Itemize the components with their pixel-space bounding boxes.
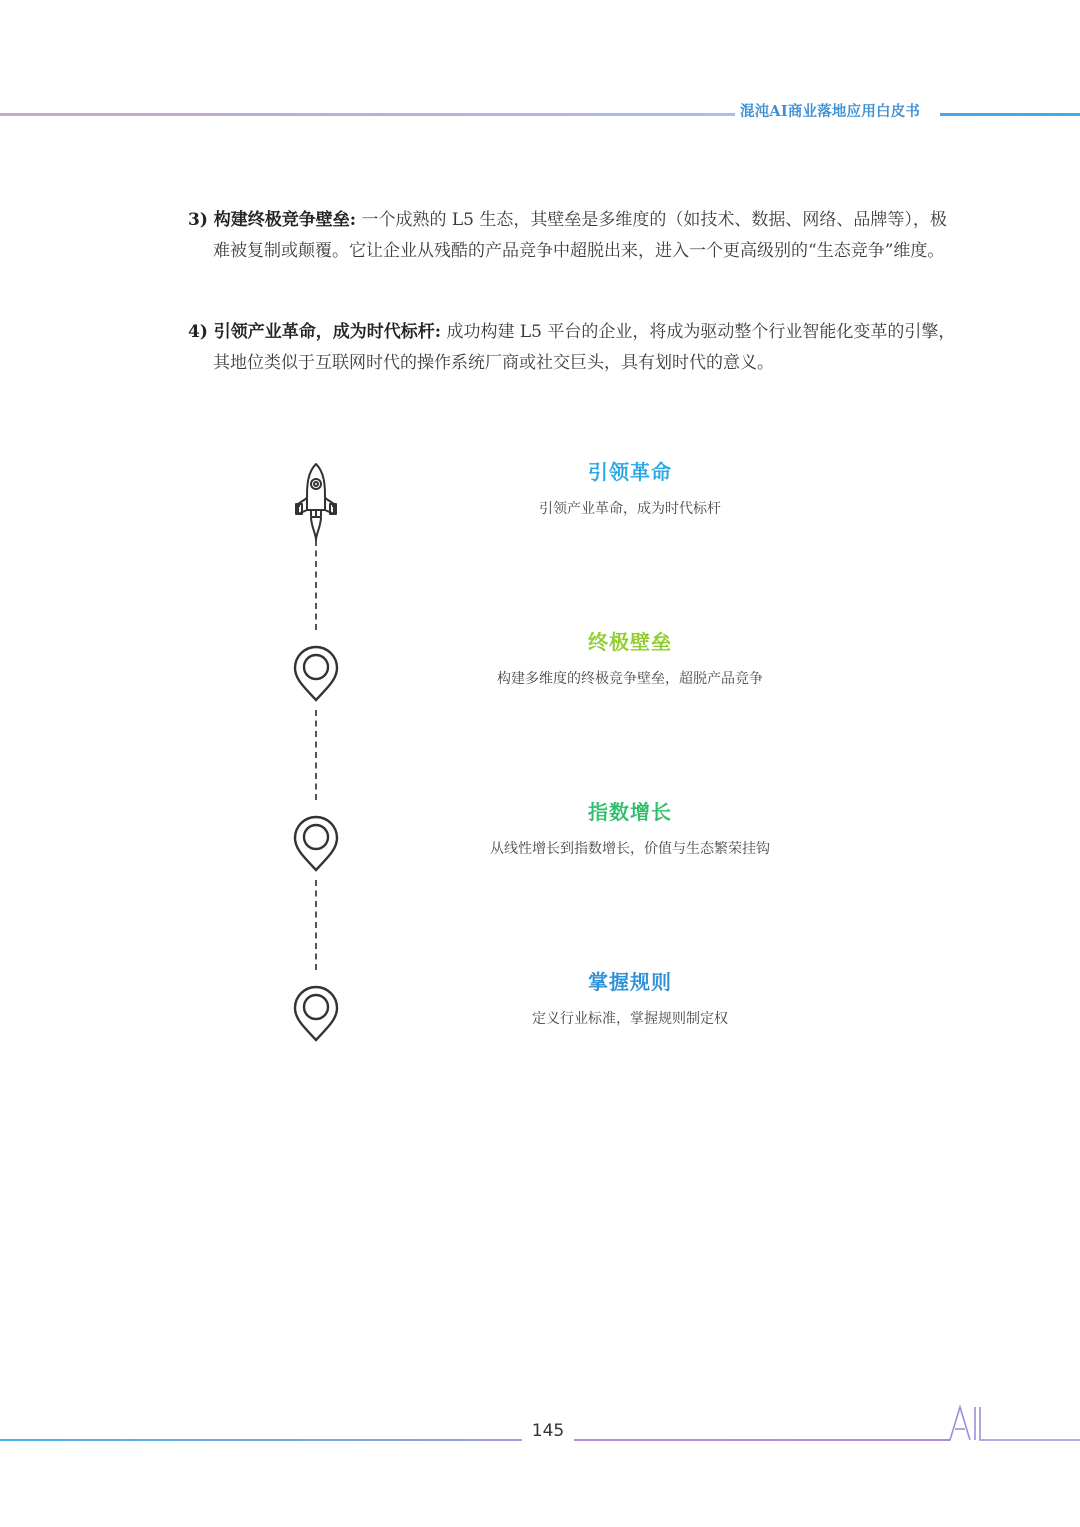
step-title-revolution: 引领革命 xyxy=(588,460,672,484)
header-rule-left xyxy=(0,113,735,116)
paragraph-ecosystem-barrier xyxy=(188,205,963,267)
step-title-barrier: 终极壁垒 xyxy=(588,630,672,654)
ai-logo xyxy=(946,1403,1080,1443)
timeline-connector xyxy=(315,880,317,970)
rocket-icon xyxy=(294,462,338,542)
step-title-growth: 指数增长 xyxy=(588,800,672,824)
location-pin-icon xyxy=(292,983,340,1043)
footer-rule-left xyxy=(0,1439,522,1441)
paragraph-text: 一个成熟的 L5 生态，其壁垒是多维度的（如技术、数据、网络、品牌等），极难被复制或颠覆。它让企业从残酷的产品竞争中超脱出来，进入一个更高级别的“生态竞争”维度。 xyxy=(213,210,947,261)
paragraph-text: 成功构建 L5 平台的企业，将成为驱动整个行业智能化变革的引擎，其地位类似于互联网时代的操作系统厂商或社交巨头，具有划时代的意义。 xyxy=(213,322,956,373)
header-rule-right xyxy=(940,113,1080,116)
footer-rule-right xyxy=(574,1439,950,1441)
paragraph-industry-revolution xyxy=(188,317,963,379)
document-title: 混沌AI商业落地应用白皮书 xyxy=(740,103,921,120)
page-number: 145 xyxy=(531,1421,565,1441)
paragraph-lead: 3) 构建终极竞争壁垒: xyxy=(188,210,357,230)
step-desc-revolution: 引领产业革命，成为时代标杆 xyxy=(539,501,721,517)
timeline-connector xyxy=(315,540,317,630)
paragraph-lead: 4) 引领产业革命，成为时代标杆: xyxy=(188,322,442,342)
step-desc-rules: 定义行业标准，掌握规则制定权 xyxy=(532,1011,728,1027)
location-pin-icon xyxy=(292,643,340,703)
step-desc-barrier: 构建多维度的终极竞争壁垒，超脱产品竞争 xyxy=(497,671,763,687)
step-title-rules: 掌握规则 xyxy=(588,970,672,994)
step-desc-growth: 从线性增长到指数增长，价值与生态繁荣挂钩 xyxy=(490,841,770,857)
location-pin-icon xyxy=(292,813,340,873)
timeline-connector xyxy=(315,710,317,800)
